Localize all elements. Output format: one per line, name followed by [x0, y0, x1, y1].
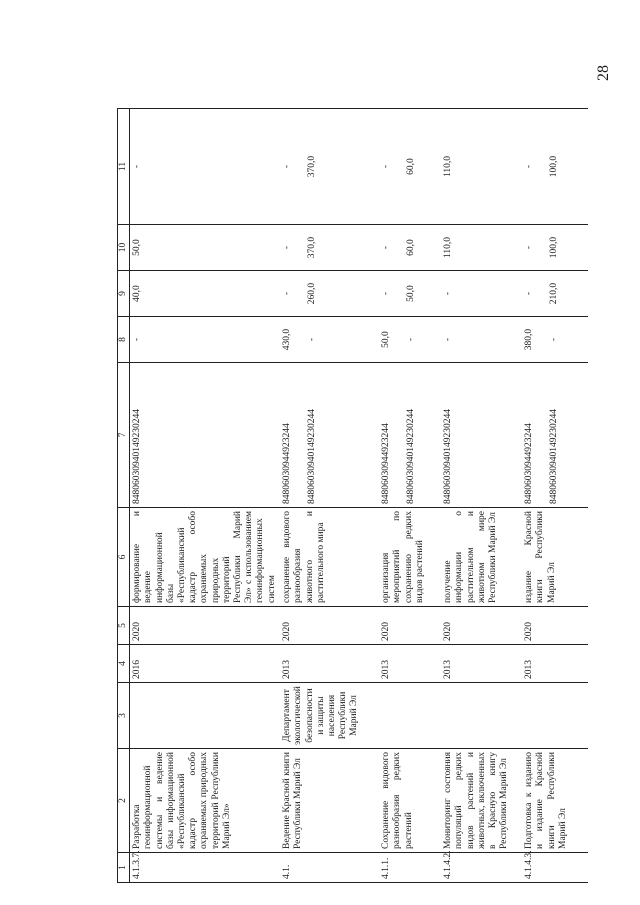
amount-value: 50,0 [406, 285, 417, 302]
amount-value: - [132, 337, 143, 342]
amount-value: - [307, 337, 318, 342]
column-number-row [118, 109, 130, 883]
amount-value: 50,0 [132, 239, 143, 256]
amount-value: - [282, 164, 293, 169]
amount-value: - [381, 245, 392, 250]
budget-code [379, 363, 441, 508]
amount-value: 210,0 [549, 282, 560, 305]
executor [441, 683, 522, 749]
row-number: 4.1.4.3. [522, 853, 588, 883]
end-year: 2020 [522, 607, 588, 645]
budget-code [522, 363, 588, 508]
amount-value: 380,0 [524, 328, 535, 351]
amount-col9 [522, 271, 588, 317]
amount-value: 110,0 [443, 236, 454, 259]
column-number: 8 [118, 317, 130, 363]
start-year: 2013 [441, 645, 522, 683]
amount-col11 [130, 109, 281, 225]
amount-value: - [443, 337, 454, 342]
budget-code-line: 84806030944923244 [524, 423, 535, 504]
expected-result: получение информации о растительном и животном мире Республики Марий Эл [441, 508, 522, 607]
table-row [441, 109, 522, 883]
row-number: 4.1. [280, 853, 379, 883]
budget-code-line: 84806030940149230244 [549, 409, 560, 504]
amount-value: 370,0 [307, 155, 318, 178]
amount-col11 [522, 109, 588, 225]
start-year: 2013 [522, 645, 588, 683]
amount-col10 [522, 225, 588, 271]
budget-code-line: 84806030940149230244 [307, 409, 318, 504]
amount-col11 [280, 109, 379, 225]
rotated-table-wrapper [117, 109, 617, 883]
amount-col8 [441, 317, 522, 363]
program-activities-table [117, 108, 588, 883]
amount-value: 40,0 [132, 285, 143, 302]
budget-code-line: 84806030944923244 [381, 423, 392, 504]
amount-col8 [280, 317, 379, 363]
executor: Департамент экологической безопасности и защиты населения Республики Марий Эл [280, 683, 379, 749]
start-year: 2013 [280, 645, 379, 683]
amount-col10 [130, 225, 281, 271]
expected-result: формирование и ведение информационной базы «Республиканский кадастр особо охраняемых природных территорий Республики Марий Эл» с использованием геоинформационных систем [130, 508, 281, 607]
amount-value: 60,0 [406, 239, 417, 256]
table-row [379, 109, 441, 883]
column-number: 10 [118, 225, 130, 271]
amount-value: 110,0 [443, 155, 454, 178]
executor [379, 683, 441, 749]
column-number: 5 [118, 607, 130, 645]
activity-name: Подготовка к изданию и издание Красной книги Республики Марий Эл [522, 749, 588, 853]
amount-col9 [379, 271, 441, 317]
activity-name: Ведение Красной книги Республики Марий Эл [280, 749, 379, 853]
column-number: 7 [118, 363, 130, 508]
amount-col9 [280, 271, 379, 317]
end-year: 2020 [130, 607, 281, 645]
column-number: 6 [118, 508, 130, 607]
expected-result: организация мероприятий по сохранению редких видов растений [379, 508, 441, 607]
amount-value: - [524, 291, 535, 296]
amount-value: - [282, 245, 293, 250]
amount-col9 [441, 271, 522, 317]
end-year: 2020 [379, 607, 441, 645]
amount-value: - [406, 337, 417, 342]
budget-code-line: 84806030940149230244 [443, 409, 454, 504]
amount-value: 100,0 [549, 236, 560, 259]
amount-col10 [280, 225, 379, 271]
expected-result: сохранение видового разнообразия животного и растительного мира [280, 508, 379, 607]
column-number: 4 [118, 645, 130, 683]
amount-value: 100,0 [549, 155, 560, 178]
end-year: 2020 [441, 607, 522, 645]
start-year: 2016 [130, 645, 281, 683]
amount-value: - [381, 291, 392, 296]
expected-result: издание Красной книги Республики Марий Эл [522, 508, 588, 607]
amount-value: 430,0 [282, 328, 293, 351]
row-number: 4.1.1. [379, 853, 441, 883]
row-number: 4.1.3.7. [130, 853, 281, 883]
amount-value: 260,0 [307, 282, 318, 305]
start-year: 2013 [379, 645, 441, 683]
amount-col8 [130, 317, 281, 363]
activity-name: Разработка геоинформационной системы и ведение базы информационной «Республиканский кадастр особо охраняемых природных территорий Республики Марий Эл» [130, 749, 281, 853]
amount-value: - [381, 164, 392, 169]
amount-col11 [379, 109, 441, 225]
executor [522, 683, 588, 749]
amount-value: - [443, 291, 454, 296]
amount-value: 50,0 [381, 331, 392, 348]
amount-col9 [130, 271, 281, 317]
executor [130, 683, 281, 749]
page-number: 28 [595, 65, 612, 81]
amount-value: - [282, 291, 293, 296]
budget-code-line: 84806030940149230244 [406, 409, 417, 504]
amount-value: 60,0 [406, 158, 417, 175]
row-number: 4.1.4.2. [441, 853, 522, 883]
table-row [130, 109, 281, 883]
column-number: 11 [118, 109, 130, 225]
budget-code-line: 84806030944923244 [282, 423, 293, 504]
column-number: 2 [118, 749, 130, 853]
amount-col10 [379, 225, 441, 271]
budget-code [441, 363, 522, 508]
activity-name: Мониторинг состояния популяций редких видов растений и животных, включенных в Красную книгу Республики Марий Эл [441, 749, 522, 853]
amount-value: - [524, 164, 535, 169]
amount-value: - [524, 245, 535, 250]
activity-name: Сохранение видового разнообразия редких растений [379, 749, 441, 853]
amount-value: - [549, 337, 560, 342]
amount-value: - [132, 164, 143, 169]
budget-code [130, 363, 281, 508]
amount-col10 [441, 225, 522, 271]
amount-col11 [441, 109, 522, 225]
column-number: 9 [118, 271, 130, 317]
amount-value: 370,0 [307, 236, 318, 259]
column-number: 3 [118, 683, 130, 749]
amount-col8 [379, 317, 441, 363]
column-number: 1 [118, 853, 130, 883]
table-row [280, 109, 379, 883]
amount-col8 [522, 317, 588, 363]
end-year: 2020 [280, 607, 379, 645]
budget-code-line: 84806030940149230244 [132, 409, 143, 504]
table-row [522, 109, 588, 883]
budget-code [280, 363, 379, 508]
